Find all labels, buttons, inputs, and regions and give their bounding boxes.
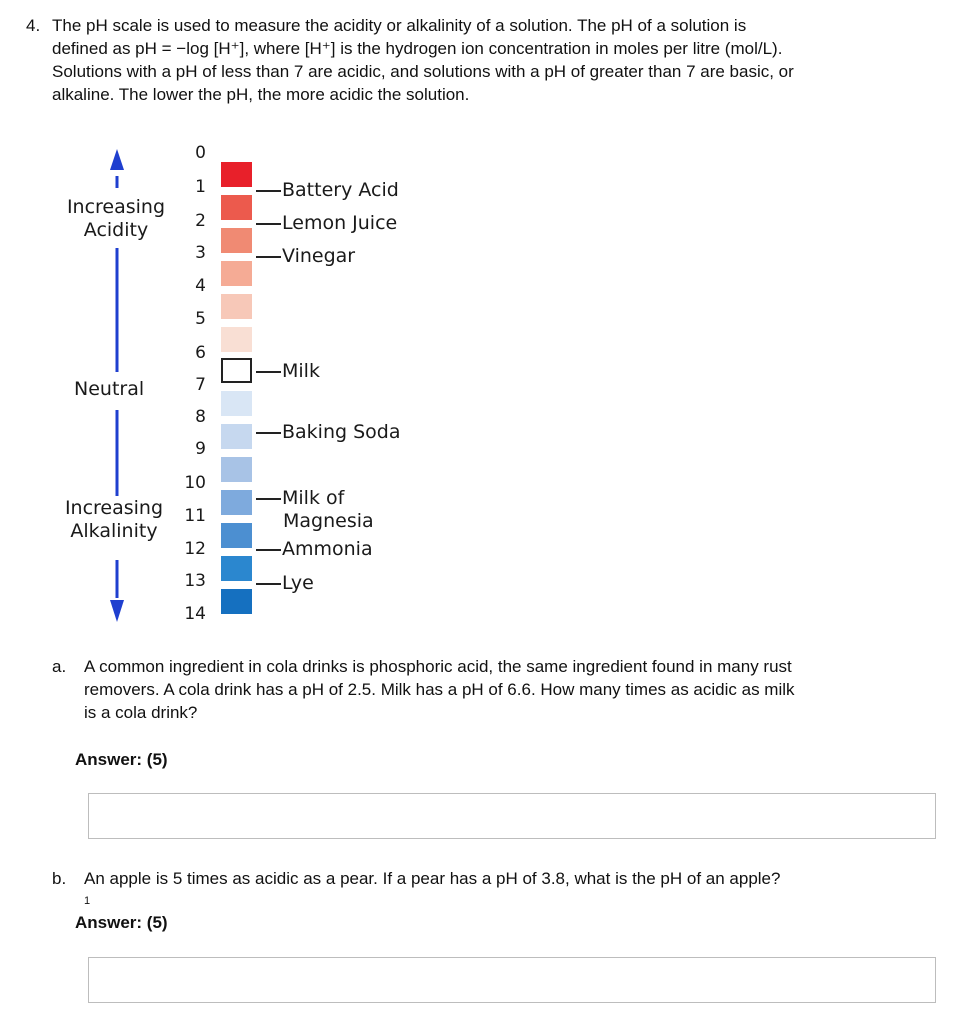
ph-value: 9 <box>195 439 206 459</box>
substance-name: Baking Soda <box>282 421 401 443</box>
ph-color-swatch <box>221 556 252 581</box>
ph-value: 3 <box>195 243 206 263</box>
substance-name: Milk <box>282 360 320 382</box>
part-b-question <box>52 867 942 907</box>
ph-color-swatch <box>221 294 252 319</box>
leader-line <box>256 223 281 225</box>
ph-color-swatch <box>221 523 252 548</box>
acidity-label-line: Acidity <box>83 219 149 241</box>
ph-value: 0 <box>195 143 206 163</box>
substance-name: Milk of <box>282 487 345 509</box>
ph-value: 10 <box>184 473 206 493</box>
neutral-label: Neutral <box>74 378 145 400</box>
ph-value: 5 <box>195 309 206 329</box>
leader-line <box>256 190 281 192</box>
ph-color-swatch-neutral <box>221 358 252 383</box>
ph-value: 4 <box>195 276 206 296</box>
ph-value: 11 <box>184 506 206 526</box>
substance-label <box>256 538 373 561</box>
substance-label <box>256 245 355 268</box>
part-a-line: removers. A cola drink has a pH of 2.5. Milk has a pH of 6.6. How many times as acidic as milk <box>84 680 795 699</box>
increasing-alkalinity-label <box>52 497 176 543</box>
ph-value: 14 <box>184 604 206 624</box>
ph-color-swatch <box>221 261 252 286</box>
ph-color-swatch <box>221 391 252 416</box>
alkalinity-label-line: Increasing <box>64 497 164 519</box>
acidity-label-line: Increasing <box>66 196 166 218</box>
substance-label <box>256 212 397 235</box>
ph-color-swatch <box>221 457 252 482</box>
question-number: 4. <box>26 16 41 35</box>
substance-label <box>256 487 344 510</box>
part-a-answer-input[interactable] <box>88 793 936 839</box>
substance-label <box>256 360 320 383</box>
ph-value: 12 <box>184 539 206 559</box>
intro-line: defined as pH = −log [H⁺], where [H⁺] is the hydrogen ion concentration in moles per litre (mol/L). <box>52 39 783 58</box>
part-b-line <box>84 867 780 917</box>
ph-value: 13 <box>184 571 206 591</box>
substance-label <box>256 179 399 202</box>
ph-value: 6 <box>195 343 206 363</box>
ph-value: 7 <box>195 375 206 395</box>
leader-line <box>256 498 281 500</box>
part-b-text <box>84 867 780 917</box>
ph-color-swatch <box>221 424 252 449</box>
alkalinity-label-line: Alkalinity <box>70 520 158 542</box>
part-a-letter: a. <box>52 657 67 676</box>
substance-name: Ammonia <box>282 538 373 560</box>
part-a-answer-label: Answer: (5) <box>75 750 168 769</box>
ph-color-swatch <box>221 589 252 614</box>
intro-line: The pH scale is used to measure the acidity or alkalinity of a solution. The pH of a solution is <box>52 16 747 35</box>
ph-color-swatch <box>221 327 252 352</box>
part-a-text <box>84 655 795 724</box>
part-b-sentence: An apple is 5 times as acidic as a pear. If a pear has a pH of 3.8, what is the pH of an apple? <box>84 869 781 888</box>
ph-value: 1 <box>195 177 206 197</box>
intro-line: Solutions with a pH of less than 7 are acidic, and solutions with a pH of greater than 7 are basic, or <box>52 62 794 81</box>
substance-name: Battery Acid <box>282 179 399 201</box>
ph-color-swatch <box>221 228 252 253</box>
leader-line <box>256 256 281 258</box>
substance-label <box>256 572 314 595</box>
substance-name: Vinegar <box>282 245 356 267</box>
leader-line <box>256 583 281 585</box>
part-a-question <box>52 655 942 725</box>
substance-name: Lye <box>282 572 314 594</box>
substance-name: Lemon Juice <box>282 212 398 234</box>
ph-value: 8 <box>195 407 206 427</box>
part-a-line: A common ingredient in cola drinks is phosphoric acid, the same ingredient found in many rust <box>84 657 792 676</box>
ph-color-swatch <box>221 162 252 187</box>
part-a-line: is a cola drink? <box>84 703 198 722</box>
leader-line <box>256 432 281 434</box>
footnote-marker: 1 <box>84 895 91 907</box>
intro-line: alkaline. The lower the pH, the more acidic the solution. <box>52 85 470 104</box>
part-b-letter: b. <box>52 869 67 888</box>
ph-color-swatch <box>221 195 252 220</box>
ph-color-swatch <box>221 490 252 515</box>
down-arrowhead <box>110 600 124 622</box>
ph-value: 2 <box>195 211 206 231</box>
increasing-acidity-label <box>56 196 176 242</box>
up-arrowhead <box>110 149 124 170</box>
part-b-answer-label: Answer: (5) <box>75 913 168 932</box>
part-b-answer-input[interactable] <box>88 957 936 1003</box>
substance-label <box>256 421 401 444</box>
leader-line <box>256 371 281 373</box>
substance-label-continuation: Magnesia <box>283 510 374 532</box>
leader-line <box>256 549 281 551</box>
